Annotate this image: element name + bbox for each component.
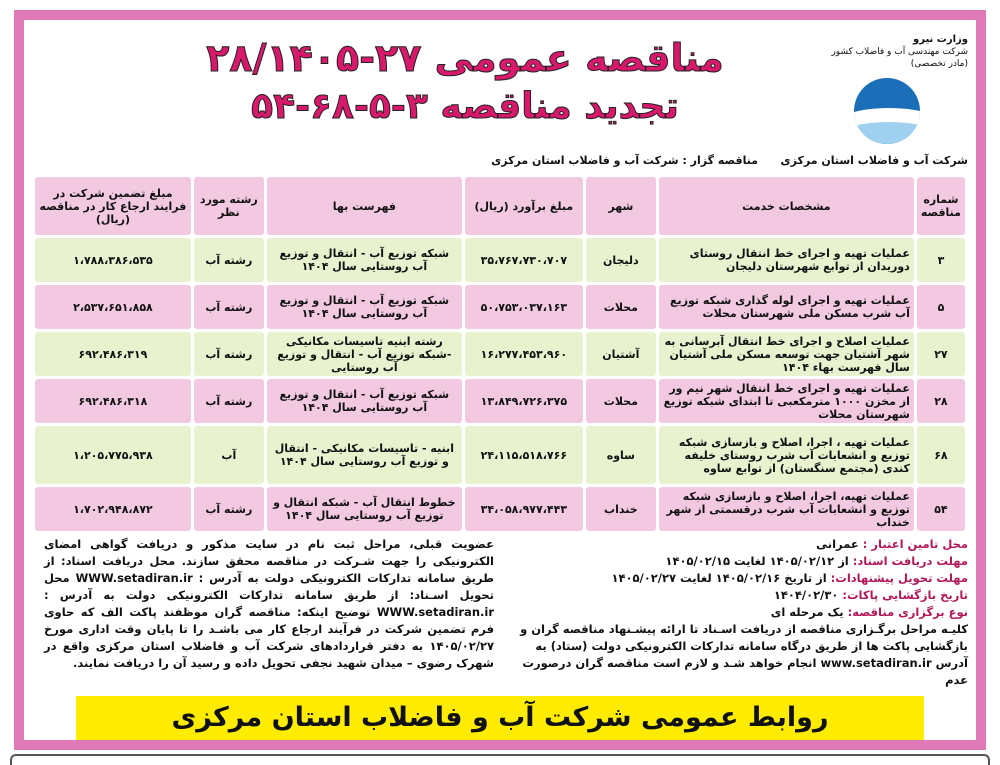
cell-guarantee: ۱،۷۰۲،۹۴۸،۸۷۲ (35, 487, 191, 531)
tender-table (32, 174, 968, 534)
issuer-block (798, 34, 968, 70)
cell-guarantee: ۱،۲۰۵،۷۷۵،۹۳۸ (35, 426, 191, 484)
cell-guarantee: ۶۹۲،۴۸۶،۳۱۸ (35, 379, 191, 423)
cell-estimate: ۳۴،۰۵۸،۹۷۷،۴۴۳ (465, 487, 583, 531)
tender-type-line (503, 604, 968, 621)
cell-estimate: ۳۵،۷۶۷،۷۳۰،۷۰۷ (465, 238, 583, 282)
opening-date-value: ۱۴۰۴/۰۲/۳۰ (773, 588, 839, 602)
cell-number: ۲۸ (917, 379, 965, 423)
docs-deadline-line (503, 553, 968, 570)
opening-date-label: تاریخ بازگشایی پاکات: (842, 588, 968, 602)
cell-price-list: ابنیه - تاسیسات مکانیکی - انتقال و توزیع آب روستایی سال ۱۴۰۴ (267, 426, 462, 484)
retender-title: تجدید مناقصه ۳-۵-۶۸-۵۴ (251, 86, 679, 127)
company-name: شرکت آب و فاضلاب استان مرکزی (780, 154, 968, 167)
notice-body (32, 26, 968, 734)
tender-type-label: نوع برگزاری مناقصه: (847, 605, 968, 619)
cell-description: عملیات تهیه و اجرای لوله گذاری شبکه توزیع آب شرب مسکن ملی شهرستان محلات (659, 285, 914, 329)
setad-link-delivery[interactable]: WWW.setadiran.ir (376, 605, 494, 619)
cell-number: ۳ (917, 238, 965, 282)
cell-field: رشته آب (194, 332, 264, 376)
parent-company: شرکت مهندسی آب و فاضلاب کشور (831, 47, 968, 57)
cell-city: خنداب (586, 487, 656, 531)
table-row (35, 238, 965, 282)
header-field: رشته مورد نظر (194, 177, 264, 235)
parent-company-tag: (مادر تخصصی) (910, 59, 968, 69)
header-estimate: مبلغ برآورد (ریال) (465, 177, 583, 235)
cell-guarantee: ۱،۷۸۸،۳۸۶،۵۳۵ (35, 238, 191, 282)
cell-city: محلات (586, 285, 656, 329)
cell-price-list: خطوط انتقال آب - شبکه انتقال و توزیع آب روستایی سال ۱۴۰۴ (267, 487, 462, 531)
cell-number: ۲۷ (917, 332, 965, 376)
details-right-column (503, 536, 968, 689)
header-city: شهر (586, 177, 656, 235)
funding-label: محل تامین اعتبار : (862, 537, 968, 551)
ministry-name: وزارت نیرو (913, 34, 968, 45)
cell-estimate: ۱۳،۸۴۹،۷۲۶،۳۷۵ (465, 379, 583, 423)
water-company-logo (854, 78, 920, 144)
table-row (35, 487, 965, 531)
cell-price-list: رشته ابنیه تاسیسات مکانیکی -شبکه توزیع آب - انتقال و توزیع آب روستایی (267, 332, 462, 376)
cell-estimate: ۱۶،۲۷۷،۴۵۳،۹۶۰ (465, 332, 583, 376)
tender-type-value: یک مرحله ای (770, 605, 844, 619)
opening-date-line (503, 587, 968, 604)
cell-city: آشتیان (586, 332, 656, 376)
funding-value: عمرانی (816, 537, 859, 551)
table-header-row (35, 177, 965, 235)
next-notice-edge (10, 754, 990, 765)
cell-field: رشته آب (194, 379, 264, 423)
notice-frame (14, 10, 986, 750)
offers-deadline-label: مهلت تحویل پیشنهادات: (830, 571, 968, 585)
cell-estimate: ۲۴،۱۱۵،۵۱۸،۷۶۶ (465, 426, 583, 484)
cell-description: عملیات تهیه و اجرای خط انتقال شهر نیم ور از مخزن ۱۰۰۰ مترمکعبی تا ابتدای شبکه توزیع شهرستان محلات (659, 379, 914, 423)
header-number: شماره مناقصه (917, 177, 965, 235)
header-description: مشخصات خدمت (659, 177, 914, 235)
cell-city: محلات (586, 379, 656, 423)
process-tail: انجام خواهد شـد و لازم است مناقصه گران درصورت عدم (522, 656, 968, 687)
cell-city: ساوه (586, 426, 656, 484)
docs-deadline-value: از ۱۴۰۵/۰۲/۱۲ لغایت ۱۴۰۵/۰۲/۱۵ (665, 554, 849, 568)
offers-deadline-line (503, 570, 968, 587)
cell-number: ۵۴ (917, 487, 965, 531)
cell-guarantee: ۲،۵۳۷،۶۵۱،۸۵۸ (35, 285, 191, 329)
table-row (35, 332, 965, 376)
table-row (35, 379, 965, 423)
cell-field: رشته آب (194, 285, 264, 329)
cell-description: عملیات اصلاح و اجرای خط انتقال آبرسانی به شهر آشتیان جهت توسعه مسکن ملی آشتیان سال فهرست بهاء ۱۴۰۴ (659, 332, 914, 376)
cell-guarantee: ۶۹۲،۴۸۶،۳۱۹ (35, 332, 191, 376)
table-row (35, 426, 965, 484)
setad-link-docs[interactable]: WWW.setadiran.ir (75, 571, 193, 585)
cell-description: عملیات تهیه ، اجرا، اصلاح و بازسازی شبکه توزیع و انشعابات آب شرب روستای خلیفه کندی (مجتمع سنگستان) از توابع ساوه (659, 426, 914, 484)
membership-text: عضویت قبلی، مراحل ثبت نام در سایت مذکور و دریافت گواهی امضای الکترونیکی را جهت شـرکت در مناقصه محقق سازند. محل دریافت اسناد: از طریق سامانه تدارکات الکترونیکی دولت به آدرس : (44, 537, 494, 585)
header-price-list: فهرست بها (267, 177, 462, 235)
cell-price-list: شبکه توزیع آب - انتقال و توزیع آب روستایی سال ۱۴۰۴ (267, 285, 462, 329)
setad-link[interactable]: www.setadiran.ir (820, 656, 932, 670)
cell-estimate: ۵۰،۷۵۳،۰۳۷،۱۶۳ (465, 285, 583, 329)
cell-field: آب (194, 426, 264, 484)
cell-price-list: شبکه توزیع آب - انتقال و توزیع آب روستایی سال ۱۴۰۴ (267, 238, 462, 282)
offers-deadline-value: از تاریخ ۱۴۰۵/۰۲/۱۶ لغایت ۱۴۰۵/۰۲/۲۷ (611, 571, 827, 585)
cell-number: ۵ (917, 285, 965, 329)
table-row (35, 285, 965, 329)
cell-field: رشته آب (194, 238, 264, 282)
cell-number: ۶۸ (917, 426, 965, 484)
cell-city: دلیجان (586, 238, 656, 282)
envelope-note: توضیح اینکه: مناقصه گران موظفند پاکت الف که حاوی فرم تضمین شرکت در فرآیند ارجاع کار می باشـد را تا پایان وقت اداری مورخ ۱۴۰۵/۰۲/۲۷ به دفتر قراردادهای شرکت آب و فاضلاب استان مرکزی واقع در شهرک رضوی – میدان شهید نجفی تحویل داده و رسید آن را دریافت نمایند. (44, 605, 494, 670)
cell-field: رشته آب (194, 487, 264, 531)
funding-line (503, 536, 968, 553)
header-guarantee: مبلغ تضمین شرکت در فرایند ارجاع کار در مناقصه (ریال) (35, 177, 191, 235)
docs-deadline-label: مهلت دریافت اسناد: (852, 554, 968, 568)
process-paragraph (503, 621, 968, 689)
cell-description: عملیات تهیه، اجرا، اصلاح و بازسازی شبکه توزیع و انشعابات آب شرب درقسمتی از شهر خنداب (659, 487, 914, 531)
cell-description: عملیات تهیه و اجرای خط انتقال روستای دوریدان از توابع شهرستان دلیجان (659, 238, 914, 282)
tender-title: مناقصه عمومی ۲۷-۲۸/۱۴۰۵ (206, 36, 724, 80)
public-relations-banner: روابط عمومی شرکت آب و فاضلاب استان مرکزی (76, 696, 924, 740)
cell-price-list: شبکه توزیع آب - انتقال و توزیع آب روستایی سال ۱۴۰۴ (267, 379, 462, 423)
process-text: کلیـه مراحل برگـزاری مناقصه از دریافت اسـناد تا ارائه پیشـنهاد مناقصه گران و بازگشایی پاکت ها از طریق درگاه سامانه تدارکات الکترونیکی دولت (ستاد) به آدرس (520, 622, 968, 670)
delivery-text: محل تحویل اسـناد: از طریق سامانه تدارکات الکترونیکی دولت به آدرس : (44, 571, 494, 602)
details-left-column (44, 536, 494, 672)
tender-organizer: مناقصه گزار : شرکت آب و فاضلاب استان مرکزی (491, 154, 758, 167)
